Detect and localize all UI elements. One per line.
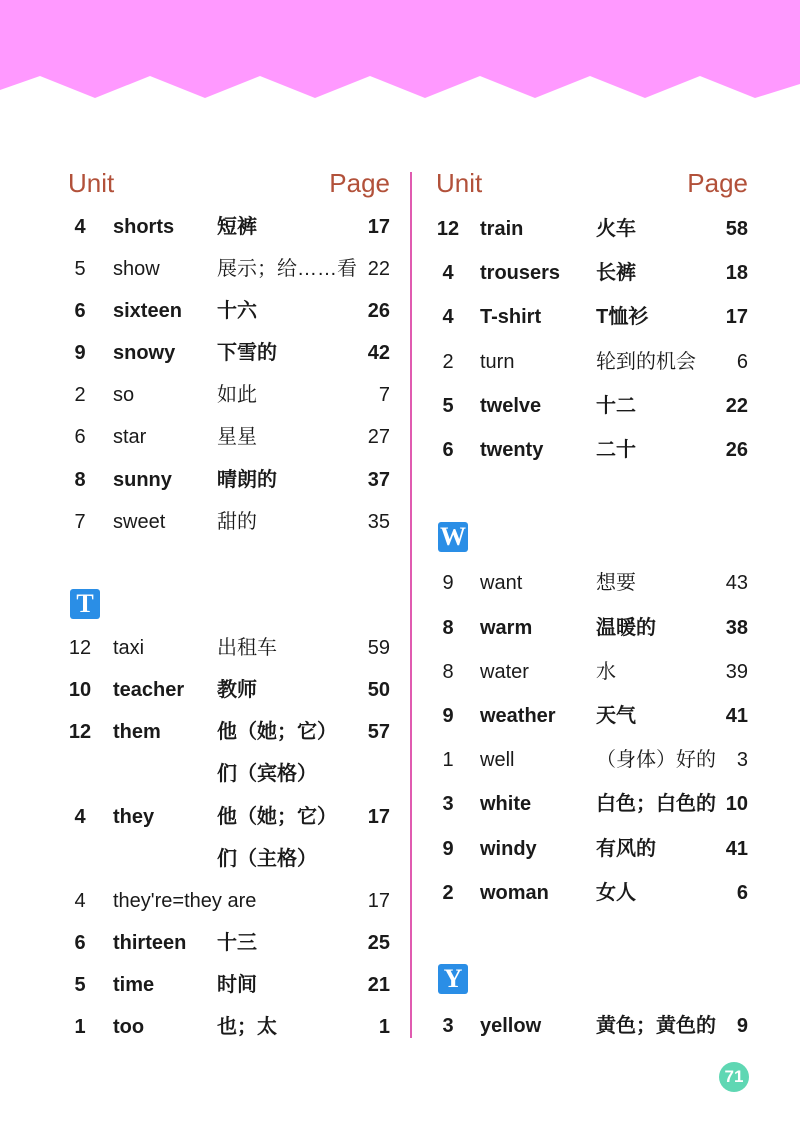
word: twelve: [480, 395, 542, 417]
page-number: 9: [736, 1015, 748, 1037]
section-letter-t: T: [70, 589, 100, 619]
chinese-meaning: 长裤: [596, 262, 636, 284]
unit-number: 4: [442, 262, 454, 284]
word: snowy: [113, 342, 176, 364]
word: they: [113, 806, 155, 828]
unit-number: 5: [74, 258, 86, 280]
word: want: [480, 572, 523, 594]
unit-number: 6: [442, 439, 454, 461]
page-number: 10: [725, 793, 748, 815]
chinese-meaning: 星星: [217, 426, 257, 448]
list-item: [68, 212, 390, 242]
list-item: [436, 613, 748, 643]
word: warm: [480, 617, 533, 639]
page-number: 57: [367, 721, 390, 743]
unit-number: 4: [74, 806, 86, 828]
page-number: 3: [736, 749, 748, 771]
page-number: 7: [378, 384, 390, 406]
section-letter-w: W: [440, 522, 466, 551]
chinese-meaning: 短裤: [217, 216, 257, 238]
chinese-meaning: 教师: [217, 679, 257, 701]
page-number: 6: [736, 351, 748, 373]
word: sunny: [113, 469, 172, 491]
word: taxi: [113, 637, 145, 659]
word: sweet: [113, 511, 166, 533]
chinese-meaning: 女人: [596, 882, 636, 904]
list-item: [436, 302, 748, 332]
list-item: [436, 347, 748, 377]
chinese-meaning: 时间: [217, 974, 257, 996]
list-item: [436, 258, 748, 288]
chinese-meaning: 也；太: [217, 1016, 277, 1038]
unit-header: Unit: [436, 168, 483, 198]
list-item: [436, 1011, 748, 1041]
word: white: [480, 793, 532, 815]
page-number: 39: [725, 661, 748, 683]
page-number: 18: [725, 262, 748, 284]
chinese-meaning: 下雪的: [217, 342, 277, 364]
unit-number: 10: [68, 679, 92, 701]
unit-number: 3: [442, 1015, 454, 1037]
unit-header: Unit: [68, 168, 115, 198]
unit-number: 2: [442, 351, 454, 373]
page-number: 42: [367, 342, 390, 364]
list-item: [68, 465, 390, 495]
list-item: [436, 391, 748, 421]
word: train: [480, 218, 524, 240]
chinese-meaning: 二十: [596, 439, 636, 461]
section-letter-y: Y: [438, 964, 468, 994]
chinese-meaning: 十二: [596, 395, 636, 417]
list-item: [436, 435, 748, 465]
unit-number: 9: [74, 342, 86, 364]
word: teacher: [113, 679, 185, 701]
list-item: [68, 422, 390, 452]
unit-number: 1: [442, 749, 454, 771]
word: they're=they are: [113, 890, 257, 912]
chinese-meaning: T恤衫: [596, 306, 649, 328]
page-number: 59: [367, 637, 390, 659]
word: twenty: [480, 439, 544, 461]
chinese-meaning: 甜的: [217, 511, 257, 533]
chinese-meaning: （身体）好的: [596, 749, 716, 771]
chinese-meaning: 他（她；它）: [217, 806, 337, 828]
unit-number: 12: [68, 721, 92, 743]
list-item: [68, 928, 390, 958]
word: weather: [480, 705, 556, 727]
unit-number: 12: [68, 637, 92, 659]
chinese-meaning: 天气: [596, 705, 636, 727]
list-item: [68, 886, 390, 916]
page-number: 43: [725, 572, 748, 594]
list-item: [436, 701, 748, 731]
chinese-meaning: 他（她；它）: [217, 721, 337, 743]
chinese-meaning: 有风的: [596, 838, 656, 860]
list-item: [436, 657, 748, 687]
word: them: [113, 721, 161, 743]
list-item: [436, 745, 748, 775]
page-number: 26: [725, 439, 748, 461]
list-item: [68, 717, 390, 747]
unit-number: 9: [442, 838, 454, 860]
unit-number: 5: [74, 974, 86, 996]
unit-number: 4: [74, 216, 86, 238]
page-number: 22: [725, 395, 748, 417]
chinese-meaning: 如此: [217, 384, 257, 406]
page-number: 21: [367, 974, 390, 996]
word: trousers: [480, 262, 561, 284]
unit-number: 4: [442, 306, 454, 328]
page-number: 17: [367, 806, 390, 828]
word: turn: [480, 351, 515, 373]
page-number: 58: [725, 218, 748, 240]
list-item: [68, 380, 390, 410]
chinese-meaning: 水: [596, 661, 616, 683]
chinese-meaning: 展示；给……看: [217, 258, 357, 280]
unit-number: 3: [442, 793, 454, 815]
chinese-meaning: 晴朗的: [217, 469, 277, 491]
list-item: [436, 878, 748, 908]
page-header: Page: [687, 168, 748, 198]
list-item: [68, 338, 390, 368]
page-number: 37: [367, 469, 390, 491]
unit-number: 9: [442, 705, 454, 727]
word: yellow: [480, 1015, 542, 1037]
page-number: 27: [367, 426, 390, 448]
list-item: [68, 296, 390, 326]
page-number: 38: [725, 617, 748, 639]
word: so: [113, 384, 135, 406]
unit-number: 2: [442, 882, 454, 904]
unit-number: 8: [74, 469, 86, 491]
chinese-meaning: 想要: [596, 572, 636, 594]
page-header: Page: [329, 168, 390, 198]
unit-number: 6: [74, 932, 86, 954]
unit-number: 5: [442, 395, 454, 417]
chinese-meaning: 黄色；黄色的: [596, 1015, 716, 1037]
list-item: [68, 802, 390, 832]
word: shorts: [113, 216, 175, 238]
top-zigzag-banner: [0, 0, 800, 110]
page-number: 22: [367, 258, 390, 280]
word: water: [480, 661, 529, 683]
unit-number: 4: [74, 890, 86, 912]
column-divider: [410, 172, 412, 1038]
list-item: [68, 507, 390, 537]
page-number: 26: [367, 300, 390, 322]
word: thirteen: [113, 932, 187, 954]
word: too: [113, 1016, 145, 1038]
unit-number: 8: [442, 617, 454, 639]
list-item: [436, 568, 748, 598]
word: T-shirt: [480, 306, 542, 328]
list-item: [68, 254, 390, 284]
word: sixteen: [113, 300, 182, 322]
word: well: [480, 749, 515, 771]
list-item: [68, 675, 390, 705]
unit-number: 12: [436, 218, 460, 240]
unit-number: 1: [74, 1016, 86, 1038]
page-number-badge: 71: [719, 1062, 749, 1092]
list-item: [436, 834, 748, 864]
word: woman: [480, 882, 549, 904]
unit-number: 6: [74, 300, 86, 322]
chinese-meaning: 出租车: [217, 637, 277, 659]
page-number: 41: [725, 838, 748, 860]
list-item: [436, 214, 748, 244]
page-number: 17: [725, 306, 748, 328]
chinese-meaning: 火车: [596, 218, 636, 240]
chinese-meaning: 温暖的: [596, 617, 656, 639]
page-number: 50: [367, 679, 390, 701]
list-item: [68, 1012, 390, 1042]
page-number: 6: [736, 882, 748, 904]
word: show: [113, 258, 160, 280]
word: windy: [480, 838, 537, 860]
chinese-meaning: 白色；白色的: [596, 793, 716, 815]
list-item: [68, 633, 390, 663]
unit-number: 6: [74, 426, 86, 448]
chinese-meaning: 十三: [217, 932, 257, 954]
unit-number: 8: [442, 661, 454, 683]
page-number: 35: [367, 511, 390, 533]
word: time: [113, 974, 155, 996]
chinese-meaning: 十六: [217, 300, 257, 322]
list-item: [436, 789, 748, 819]
chinese-meaning-continued: 们（主格）: [217, 848, 317, 870]
page-number: 17: [367, 890, 390, 912]
page-number: 41: [725, 705, 748, 727]
unit-number: 7: [74, 511, 86, 533]
word: star: [113, 426, 147, 448]
chinese-meaning-continued: 们（宾格）: [217, 763, 317, 785]
list-item: [68, 970, 390, 1000]
unit-number: 9: [442, 572, 454, 594]
unit-number: 2: [74, 384, 86, 406]
page-number: 17: [367, 216, 390, 238]
page-number: 1: [378, 1016, 390, 1038]
page-number: 25: [367, 932, 390, 954]
chinese-meaning: 轮到的机会: [596, 351, 696, 373]
